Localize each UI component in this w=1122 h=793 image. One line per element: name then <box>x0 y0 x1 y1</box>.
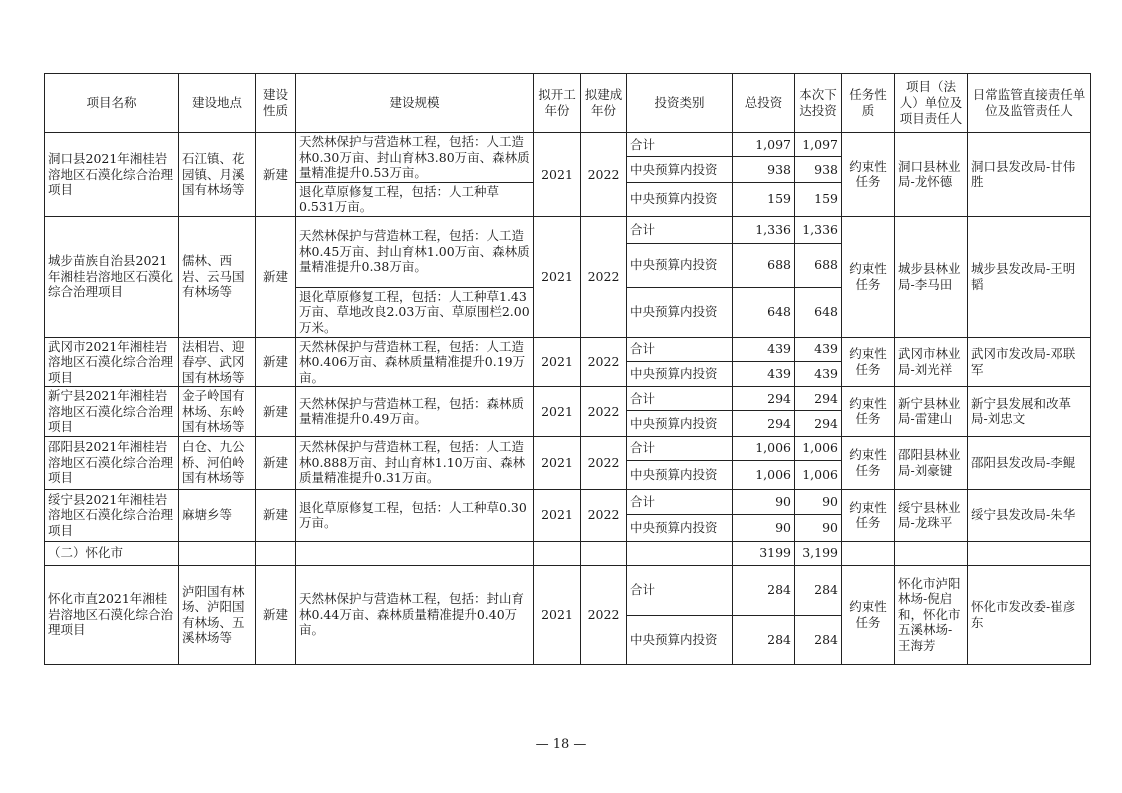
invest-type: 合计 <box>627 436 733 460</box>
total-invest: 284 <box>733 565 795 615</box>
supervisor: 怀化市发改委-崔彦东 <box>968 565 1091 664</box>
end-year: 2022 <box>581 387 627 437</box>
invest-type: 合计 <box>627 565 733 615</box>
project-name: 城步苗族自治县2021年湘桂岩溶地区石漠化综合治理项目 <box>45 216 179 337</box>
end-year: 2022 <box>581 565 627 664</box>
total-invest: 1,336 <box>733 216 795 243</box>
project-table <box>44 73 1091 665</box>
invest-type: 中央预算内投资 <box>627 182 733 216</box>
table-row <box>45 387 1091 411</box>
end-year: 2022 <box>581 133 627 217</box>
task-nature: 约束性任务 <box>842 436 895 489</box>
project-scale: 退化草原修复工程，包括：人工种草1.43万亩、草地改良2.03万亩、草原围栏2.00万米。 <box>296 287 534 337</box>
project-name: 怀化市直2021年湘桂岩溶地区石漠化综合治理项目 <box>45 565 179 664</box>
total-invest: 938 <box>733 157 795 182</box>
section-label: （二）怀化市 <box>45 541 179 565</box>
start-year: 2021 <box>534 216 581 337</box>
table-row <box>45 489 1091 514</box>
total-invest: 439 <box>733 337 795 361</box>
project-location: 金子岭国有林场、东岭国有林场等 <box>179 387 256 437</box>
total-invest: 688 <box>733 243 795 287</box>
invest-type: 合计 <box>627 387 733 411</box>
owner: 邵阳县林业局-刘豪键 <box>895 436 968 489</box>
total-invest: 294 <box>733 411 795 436</box>
project-nature: 新建 <box>256 387 296 437</box>
project-name: 邵阳县2021年湘桂岩溶地区石漠化综合治理项目 <box>45 436 179 489</box>
total-invest: 439 <box>733 361 795 386</box>
invest-type: 合计 <box>627 489 733 514</box>
issued-invest: 688 <box>795 243 842 287</box>
section-issued: 3,199 <box>795 541 842 565</box>
owner: 城步县林业局-李马田 <box>895 216 968 337</box>
supervisor: 绥宁县发改局-朱华 <box>968 489 1091 541</box>
header-location: 建设地点 <box>179 74 256 133</box>
invest-type: 中央预算内投资 <box>627 361 733 386</box>
total-invest: 1,006 <box>733 460 795 489</box>
project-name: 洞口县2021年湘桂岩溶地区石漠化综合治理项目 <box>45 133 179 217</box>
project-location: 法相岩、迎春亭、武冈国有林场等 <box>179 337 256 387</box>
table-row <box>45 133 1091 157</box>
section-row <box>45 541 1091 565</box>
owner: 洞口县林业局-龙怀德 <box>895 133 968 217</box>
issued-invest: 90 <box>795 514 842 541</box>
table-row <box>45 216 1091 243</box>
header-invest-type: 投资类别 <box>627 74 733 133</box>
page-number: — 18 — <box>535 737 587 752</box>
header-issued: 本次下达投资 <box>795 74 842 133</box>
project-location: 白仓、九公桥、河伯岭国有林场等 <box>179 436 256 489</box>
project-scale: 退化草原修复工程，包括：人工种草0.531万亩。 <box>296 182 534 216</box>
supervisor: 洞口县发改局-甘伟胜 <box>968 133 1091 217</box>
supervisor: 城步县发改局-王明韬 <box>968 216 1091 337</box>
issued-invest: 1,006 <box>795 460 842 489</box>
end-year: 2022 <box>581 489 627 541</box>
header-end-year: 拟建成年份 <box>581 74 627 133</box>
issued-invest: 648 <box>795 287 842 337</box>
project-scale: 天然林保护与营造林工程，包括：人工造林0.406万亩、森林质量精准提升0.19万亩。 <box>296 337 534 387</box>
start-year: 2021 <box>534 436 581 489</box>
task-nature: 约束性任务 <box>842 337 895 387</box>
supervisor: 邵阳县发改局-李鲲 <box>968 436 1091 489</box>
issued-invest: 159 <box>795 182 842 216</box>
end-year: 2022 <box>581 337 627 387</box>
project-scale: 天然林保护与营造林工程，包括：人工造林0.45万亩、封山育林1.00万亩、森林质量精准提升0.38万亩。 <box>296 216 534 287</box>
task-nature: 约束性任务 <box>842 489 895 541</box>
start-year: 2021 <box>534 565 581 664</box>
end-year: 2022 <box>581 436 627 489</box>
project-scale: 天然林保护与营造林工程，包括：封山育林0.44万亩、森林质量精准提升0.40万亩。 <box>296 565 534 664</box>
invest-type: 中央预算内投资 <box>627 287 733 337</box>
project-name: 绥宁县2021年湘桂岩溶地区石漠化综合治理项目 <box>45 489 179 541</box>
issued-invest: 439 <box>795 337 842 361</box>
end-year: 2022 <box>581 216 627 337</box>
table-row <box>45 436 1091 460</box>
header-total: 总投资 <box>733 74 795 133</box>
project-scale: 退化草原修复工程，包括：人工种草0.30万亩。 <box>296 489 534 541</box>
header-task: 任务性质 <box>842 74 895 133</box>
task-nature: 约束性任务 <box>842 565 895 664</box>
issued-invest: 284 <box>795 615 842 664</box>
invest-type: 中央预算内投资 <box>627 243 733 287</box>
project-location: 麻塘乡等 <box>179 489 256 541</box>
invest-type: 合计 <box>627 337 733 361</box>
header-row <box>45 74 1091 133</box>
total-invest: 1,006 <box>733 436 795 460</box>
project-scale: 天然林保护与营造林工程，包括：人工造林0.30万亩、封山育林3.80万亩、森林质量精准提升0.53万亩。 <box>296 133 534 183</box>
issued-invest: 1,006 <box>795 436 842 460</box>
total-invest: 284 <box>733 615 795 664</box>
project-location: 泸阳国有林场、泸阳国有林场、五溪林场等 <box>179 565 256 664</box>
total-invest: 90 <box>733 489 795 514</box>
owner: 武冈市林业局-刘光祥 <box>895 337 968 387</box>
start-year: 2021 <box>534 489 581 541</box>
table-row <box>45 337 1091 361</box>
invest-type: 中央预算内投资 <box>627 460 733 489</box>
start-year: 2021 <box>534 337 581 387</box>
total-invest: 159 <box>733 182 795 216</box>
supervisor: 新宁县发展和改革局-刘忠文 <box>968 387 1091 437</box>
task-nature: 约束性任务 <box>842 133 895 217</box>
task-nature: 约束性任务 <box>842 216 895 337</box>
issued-invest: 938 <box>795 157 842 182</box>
invest-type: 合计 <box>627 216 733 243</box>
project-nature: 新建 <box>256 216 296 337</box>
issued-invest: 439 <box>795 361 842 386</box>
invest-type: 合计 <box>627 133 733 157</box>
invest-type: 中央预算内投资 <box>627 157 733 182</box>
section-total: 3199 <box>733 541 795 565</box>
project-nature: 新建 <box>256 133 296 217</box>
issued-invest: 90 <box>795 489 842 514</box>
header-supervisor: 日常监管直接责任单位及监管责任人 <box>968 74 1091 133</box>
issued-invest: 1,097 <box>795 133 842 157</box>
total-invest: 648 <box>733 287 795 337</box>
project-name: 新宁县2021年湘桂岩溶地区石漠化综合治理项目 <box>45 387 179 437</box>
project-nature: 新建 <box>256 565 296 664</box>
issued-invest: 284 <box>795 565 842 615</box>
total-invest: 90 <box>733 514 795 541</box>
project-location: 石江镇、花园镇、月溪国有林场等 <box>179 133 256 217</box>
issued-invest: 294 <box>795 411 842 436</box>
invest-type: 中央预算内投资 <box>627 615 733 664</box>
project-scale: 天然林保护与营造林工程，包括：人工造林0.888万亩、封山育林1.10万亩、森林质量精准提升0.31万亩。 <box>296 436 534 489</box>
supervisor: 武冈市发改局-邓联军 <box>968 337 1091 387</box>
owner: 绥宁县林业局-龙珠平 <box>895 489 968 541</box>
project-nature: 新建 <box>256 337 296 387</box>
issued-invest: 1,336 <box>795 216 842 243</box>
header-owner: 项目（法人）单位及项目责任人 <box>895 74 968 133</box>
start-year: 2021 <box>534 133 581 217</box>
issued-invest: 294 <box>795 387 842 411</box>
total-invest: 1,097 <box>733 133 795 157</box>
table-row <box>45 565 1091 615</box>
task-nature: 约束性任务 <box>842 387 895 437</box>
project-location: 儒林、西岩、云马国有林场等 <box>179 216 256 337</box>
header-scale: 建设规模 <box>296 74 534 133</box>
project-scale: 天然林保护与营造林工程，包括：森林质量精准提升0.49万亩。 <box>296 387 534 437</box>
header-nature: 建设性质 <box>256 74 296 133</box>
header-start-year: 拟开工年份 <box>534 74 581 133</box>
total-invest: 294 <box>733 387 795 411</box>
owner: 怀化市泸阳林场-倪启和，怀化市五溪林场-王海芳 <box>895 565 968 664</box>
owner: 新宁县林业局-雷建山 <box>895 387 968 437</box>
invest-type: 中央预算内投资 <box>627 514 733 541</box>
project-nature: 新建 <box>256 489 296 541</box>
invest-type: 中央预算内投资 <box>627 411 733 436</box>
project-name: 武冈市2021年湘桂岩溶地区石漠化综合治理项目 <box>45 337 179 387</box>
header-name: 项目名称 <box>45 74 179 133</box>
project-nature: 新建 <box>256 436 296 489</box>
start-year: 2021 <box>534 387 581 437</box>
